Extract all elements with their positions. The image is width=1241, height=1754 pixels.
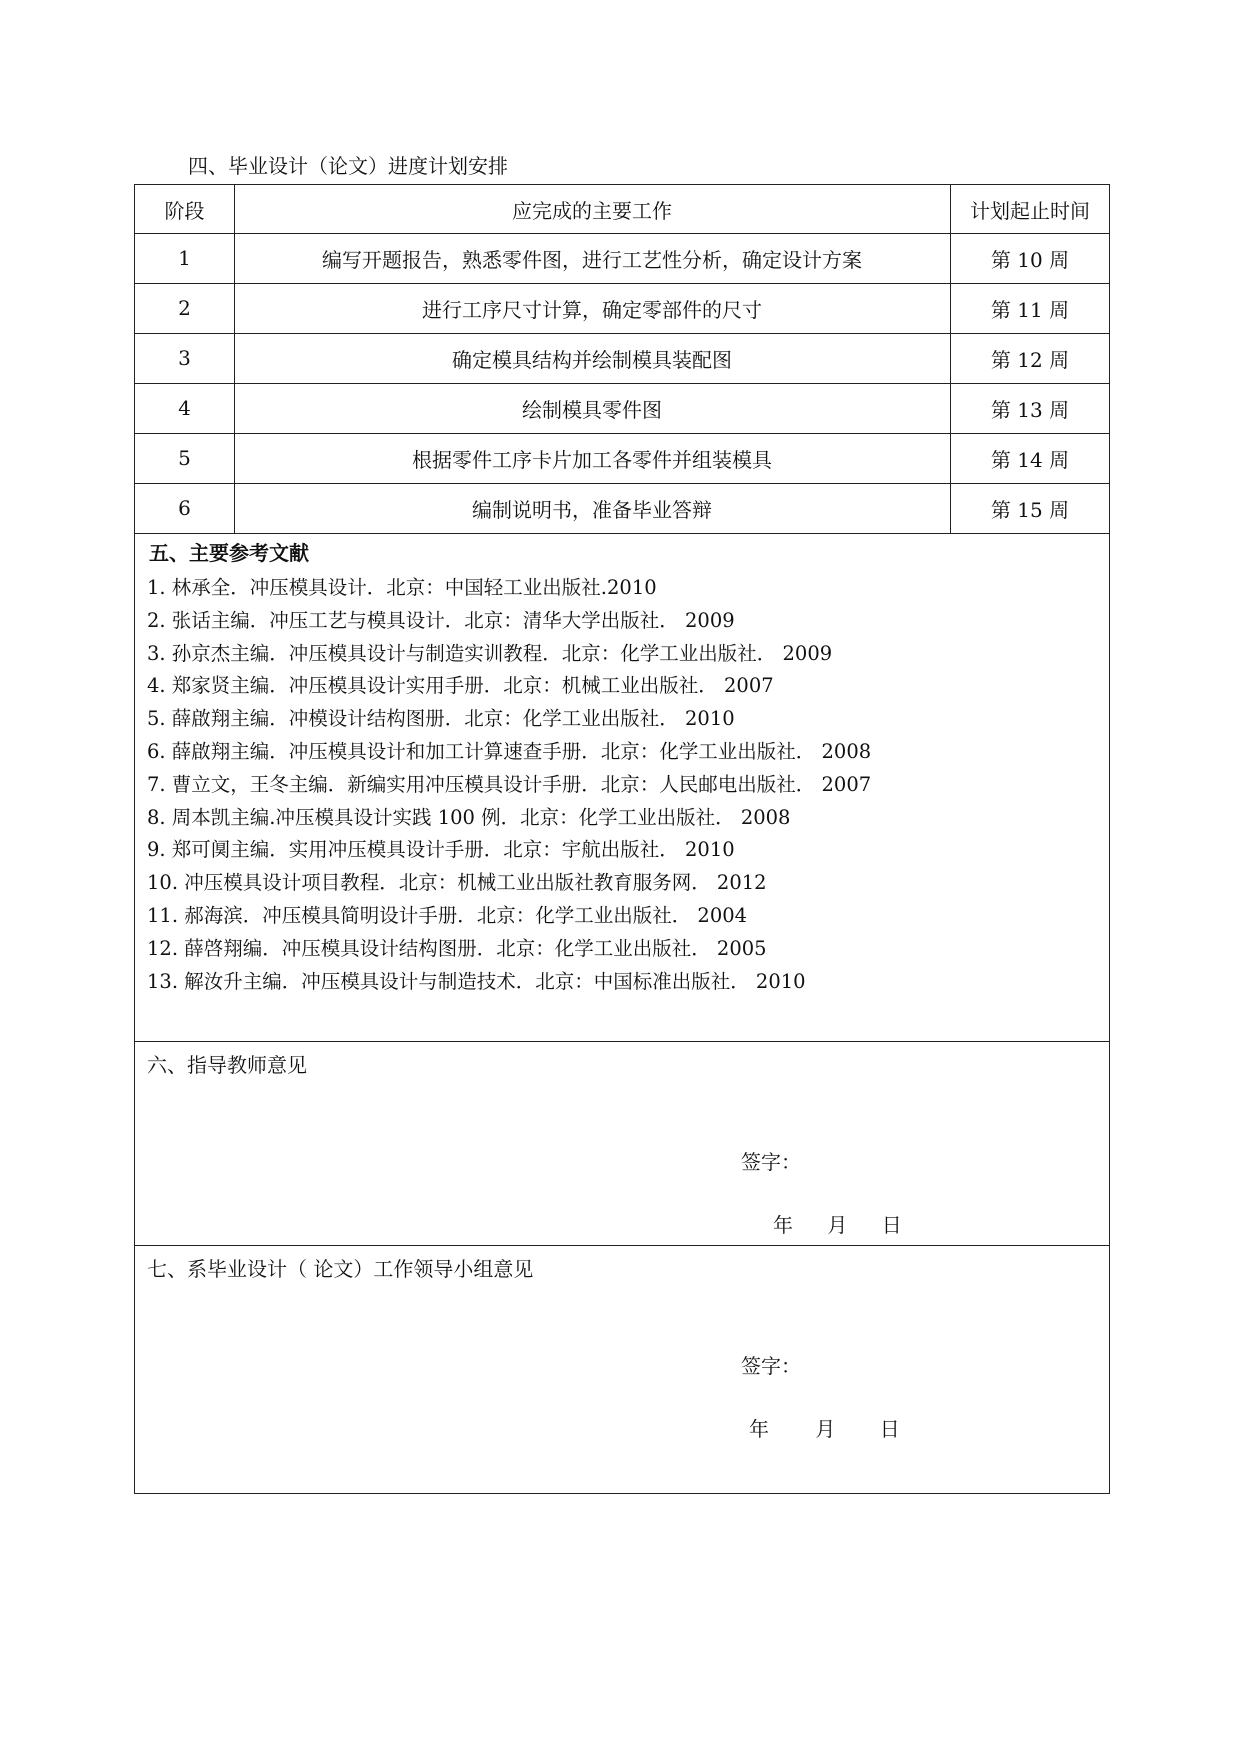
section5-title: 五、主要参考文献 — [149, 541, 309, 565]
table-row-stage: 4 — [178, 396, 191, 420]
date-year: 年 — [773, 1213, 793, 1237]
list-item: 11. 郝海滨．冲压模具简明设计手册．北京：化学工业出版社． 2004 — [147, 903, 748, 927]
list-item: 6. 薛啟翔主编．冲压模具设计和加工计算速查手册．北京：化学工业出版社． 2008 — [147, 739, 872, 763]
date-day: 日 — [879, 1417, 900, 1441]
section-divider — [135, 1041, 1109, 1042]
table-row-stage: 6 — [178, 496, 191, 520]
table-row-stage: 1 — [178, 246, 191, 270]
table-row-work: 编制说明书，准备毕业答辩 — [472, 497, 712, 522]
table-row-time: 第 15 周 — [990, 497, 1070, 522]
list-item: 4. 郑家贤主编．冲压模具设计实用手册．北京：机械工业出版社． 2007 — [147, 674, 774, 698]
list-item: 2. 张话主编．冲压工艺与模具设计．北京：清华大学出版社． 2009 — [147, 608, 735, 632]
reference-list — [147, 572, 871, 998]
list-item: 9. 郑可阒主编．实用冲压模具设计手册．北京：宇航出版社． 2010 — [147, 838, 735, 862]
table-row-stage: 3 — [178, 346, 191, 370]
list-item: 8. 周本凯主编.冲压模具设计实践 100 例．北京：化学工业出版社． 2008 — [147, 805, 791, 829]
table-row-time: 第 13 周 — [990, 397, 1070, 422]
table-rule — [135, 533, 1109, 534]
table-row-work: 编写开题报告，熟悉零件图，进行工艺性分析，确定设计方案 — [322, 247, 862, 272]
date-month: 月 — [815, 1417, 836, 1441]
section-divider — [135, 1245, 1109, 1246]
table-row-work: 进行工序尺寸计算，确定零部件的尺寸 — [422, 297, 762, 322]
table-row-work: 根据零件工序卡片加工各零件并组装模具 — [412, 447, 772, 472]
form-table — [134, 184, 1110, 1494]
section7-title: 七、系毕业设计（ 论文）工作领导小组意见 — [147, 1257, 534, 1281]
table-row-work: 绘制模具零件图 — [522, 397, 662, 422]
table-row-time: 第 12 周 — [990, 347, 1070, 372]
table-row-work: 确定模具结构并绘制模具装配图 — [452, 347, 732, 372]
header-work: 应完成的主要工作 — [512, 198, 672, 223]
table-row-stage: 5 — [178, 446, 191, 470]
date-day: 日 — [881, 1213, 902, 1237]
table-row-stage: 2 — [178, 296, 191, 320]
date-month: 月 — [827, 1213, 848, 1237]
list-item: 5. 薛啟翔主编．冲模设计结构图册．北京：化学工业出版社． 2010 — [147, 707, 735, 731]
table-row-time: 第 14 周 — [990, 447, 1070, 472]
section6-date — [773, 1209, 902, 1238]
list-item: 12. 薛啓翔编．冲压模具设计结构图册．北京：化学工业出版社． 2005 — [147, 936, 767, 960]
section6-sign-label: 签字： — [741, 1150, 801, 1174]
header-stage: 阶段 — [164, 198, 205, 223]
section6-title: 六、指导教师意见 — [147, 1053, 307, 1077]
list-item: 7. 曹立文，王冬主编．新编实用冲压模具设计手册．北京：人民邮电出版社． 2007 — [147, 772, 872, 796]
table-row-time: 第 10 周 — [990, 247, 1070, 272]
section4-title: 四、毕业设计（论文）进度计划安排 — [188, 154, 508, 178]
date-year: 年 — [749, 1417, 769, 1441]
table-row-time: 第 11 周 — [990, 297, 1070, 322]
section7-sign-label: 签字： — [741, 1354, 801, 1378]
section7-date — [749, 1413, 900, 1442]
list-item: 1. 林承全．冲压模具设计．北京：中国轻工业出版社.2010 — [147, 576, 657, 599]
list-item: 3. 孙京杰主编．冲压模具设计与制造实训教程．北京：化学工业出版社． 2009 — [147, 641, 833, 665]
list-item: 10. 冲压模具设计项目教程．北京：机械工业出版社教育服务网． 2012 — [147, 871, 767, 895]
list-item: 13. 解汝升主编．冲压模具设计与制造技术．北京：中国标准出版社． 2010 — [147, 969, 806, 993]
header-time: 计划起止时间 — [970, 198, 1090, 223]
